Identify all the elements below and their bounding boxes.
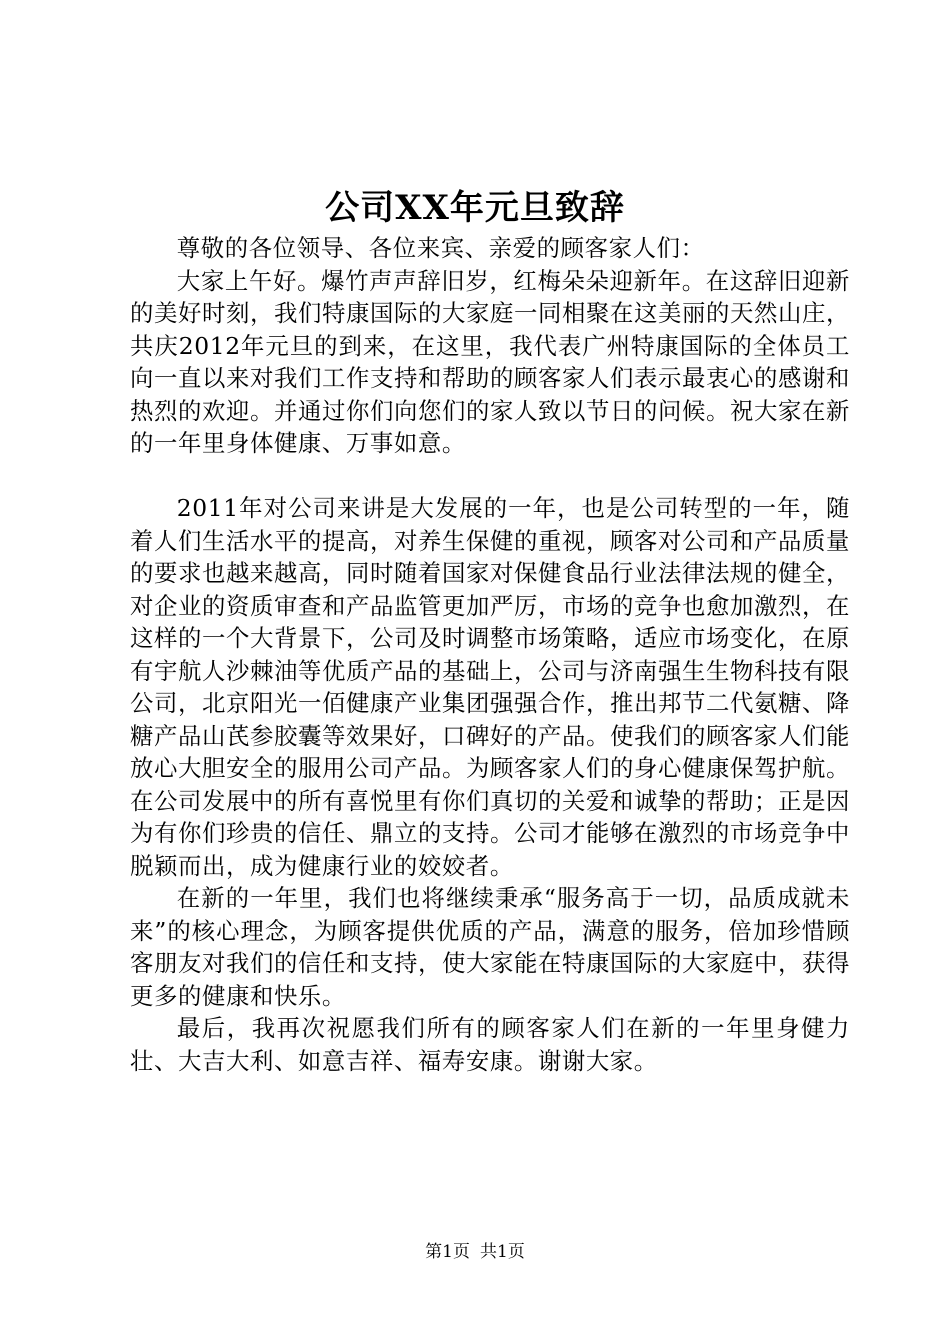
paragraph-closing-wishes: 最后，我再次祝愿我们所有的顾客家人们在新的一年里身健力壮、大吉大利、如意吉祥、福寿安康。谢谢大家。	[130, 1014, 850, 1075]
paragraph-company-development: 2011年对公司来讲是大发展的一年，也是公司转型的一年，随着人们生活水平的提高，对养生保健的重视，顾客对公司和产品质量的要求也越来越高，同时随着国家对保健食品行业法律法规的健全，对企业的资质审查和产品监管更加严厉，市场的竞争也愈加激烈，在这样的一个大背景下，公司及时调整市场策略，适应市场变化，在原有宇航人沙棘油等优质产品的基础上，公司与济南强生生物科技有限公司，北京阳光一佰健康产业集团强强合作，推出邦节二代氨糖、降糖产品山芪参胶囊等效果好，口碑好的产品。使我们的顾客家人们能放心大胆安全的服用公司产品。为顾客家人们的身心健康保驾护航。在公司发展中的所有喜悦里有你们真切的关爱和诚挚的帮助；正是因为有你们珍贵的信任、鼎立的支持。公司才能够在激烈的市场竞争中脱颖而出，成为健康行业的姣姣者。	[130, 494, 850, 880]
salutation: 尊敬的各位领导、各位来宾、亲爱的顾客家人们：	[176, 234, 705, 262]
paragraph-greeting: 大家上午好。爆竹声声辞旧岁，红梅朵朵迎新年。在这辞旧迎新的美好时刻，我们特康国际的大家庭一同相聚在这美丽的天然山庄，共庆2012年元旦的到来，在这里，我代表广州特康国际的全体员工向一直以来对我们工作支持和帮助的顾客家人们表示最衷心的感谢和热烈的欢迎。并通过你们向您们的家人致以节日的问候。祝大家在新的一年里身体健康、万事如意。	[130, 266, 850, 457]
document-body	[130, 232, 850, 1077]
page-number: 第1页	[425, 1242, 470, 1262]
paragraph-new-year-plan: 在新的一年里，我们也将继续秉承“服务高于一切，品质成就未来”的核心理念，为顾客提供优质的产品，满意的服务，倍加珍惜顾客朋友对我们的信任和支持，使大家能在特康国际的大家庭中，获得更多的健康和快乐。	[130, 884, 850, 1010]
document-title: 公司XX年元旦致辞	[325, 188, 625, 228]
page-total: 共1页	[480, 1242, 525, 1262]
page-footer	[0, 1240, 950, 1264]
